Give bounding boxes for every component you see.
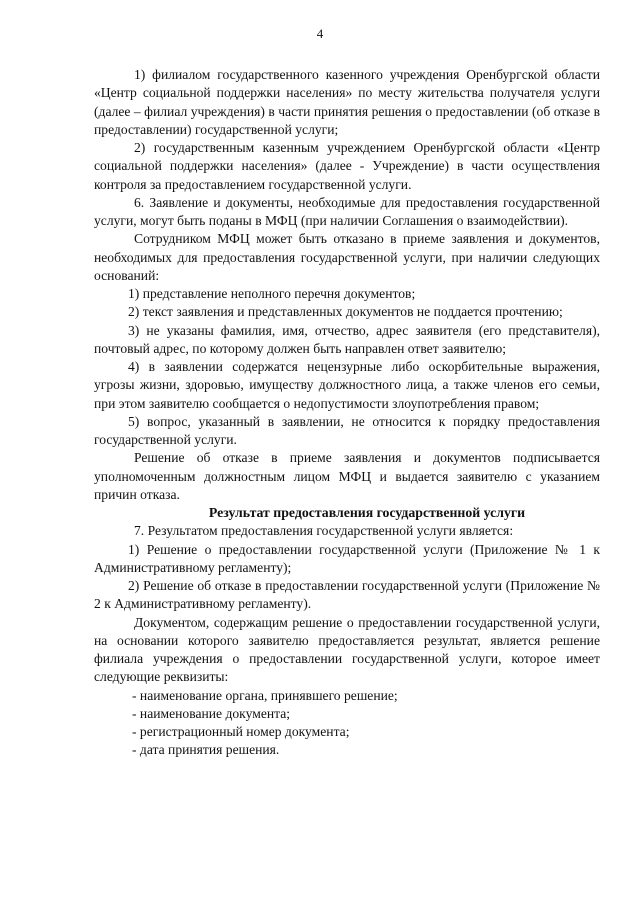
document-body — [94, 66, 600, 760]
list-item: 5) вопрос, указанный в заявлении, не относится к порядку предоставления государственной услуги. — [94, 413, 600, 447]
requisite-item: - наименование документа; — [132, 705, 291, 721]
requisite-item: - наименование органа, принявшего решение; — [132, 687, 398, 703]
paragraph: 7. Результатом предоставления государственной услуги является: — [134, 523, 514, 539]
paragraph: Сотрудником МФЦ может быть отказано в приеме заявления и документов, необходимых для предоставления государственной услуги, при наличии следующих оснований: — [94, 231, 600, 283]
paragraph: 1) филиалом государственного казенного учреждения Оренбургской области «Центр социальной поддержки населения» по месту жительства получателя услуги (далее – филиал учреждения) в части принятия решения о предоставлении (об отказе в предоставлении) государственной услуги; — [94, 67, 600, 137]
paragraph: 2) государственным казенным учреждением Оренбургской области «Центр социальной поддержки населения» (далее - Учреждение) в части осуществления контроля за предоставлением государственной услуги. — [94, 140, 600, 192]
list-item: 1) Решение о предоставлении государственной услуги (Приложение № 1 к Административному регламенту); — [94, 541, 600, 575]
section-heading: Результат предоставления государственной услуги — [208, 505, 526, 520]
requisite-item: - дата принятия решения. — [132, 742, 280, 758]
requisite-item: - регистрационный номер документа; — [132, 724, 350, 739]
list-item: 3) не указаны фамилия, имя, отчество, адрес заявителя (его представителя), почтовый адрес, по которому должен быть направлен ответ заявителю; — [94, 322, 600, 356]
list-item: 4) в заявлении содержатся нецензурные либо оскорбительные выражения, угрозы жизни, здоровью, имуществу должностного лица, а также членов его семьи, при этом заявителю сообщается о недопустимости злоупотребления правом; — [94, 359, 600, 411]
paragraph: Документом, содержащим решение о предоставлении государственной услуги, на основании которого заявителю предоставляется результат, является решение филиала учреждения о предоставлении государственной услуги, которое имеет следующие реквизиты: — [94, 614, 600, 685]
page-number: 4 — [316, 26, 324, 41]
list-item: 2) текст заявления и представленных документов не поддается прочтению; — [128, 304, 563, 320]
paragraph: Решение об отказе в приеме заявления и документов подписывается уполномоченным должностным лицом МФЦ и выдается заявителю с указанием причин отказа. — [94, 450, 600, 502]
list-item: 2) Решение об отказе в предоставлении государственной услуги (Приложение № 2 к Административному регламенту). — [94, 578, 600, 612]
paragraph: 6. Заявление и документы, необходимые для предоставления государственной услуги, могут быть поданы в МФЦ (при наличии Соглашения о взаимодействии). — [94, 194, 600, 228]
list-item: 1) представление неполного перечня документов; — [128, 286, 416, 301]
